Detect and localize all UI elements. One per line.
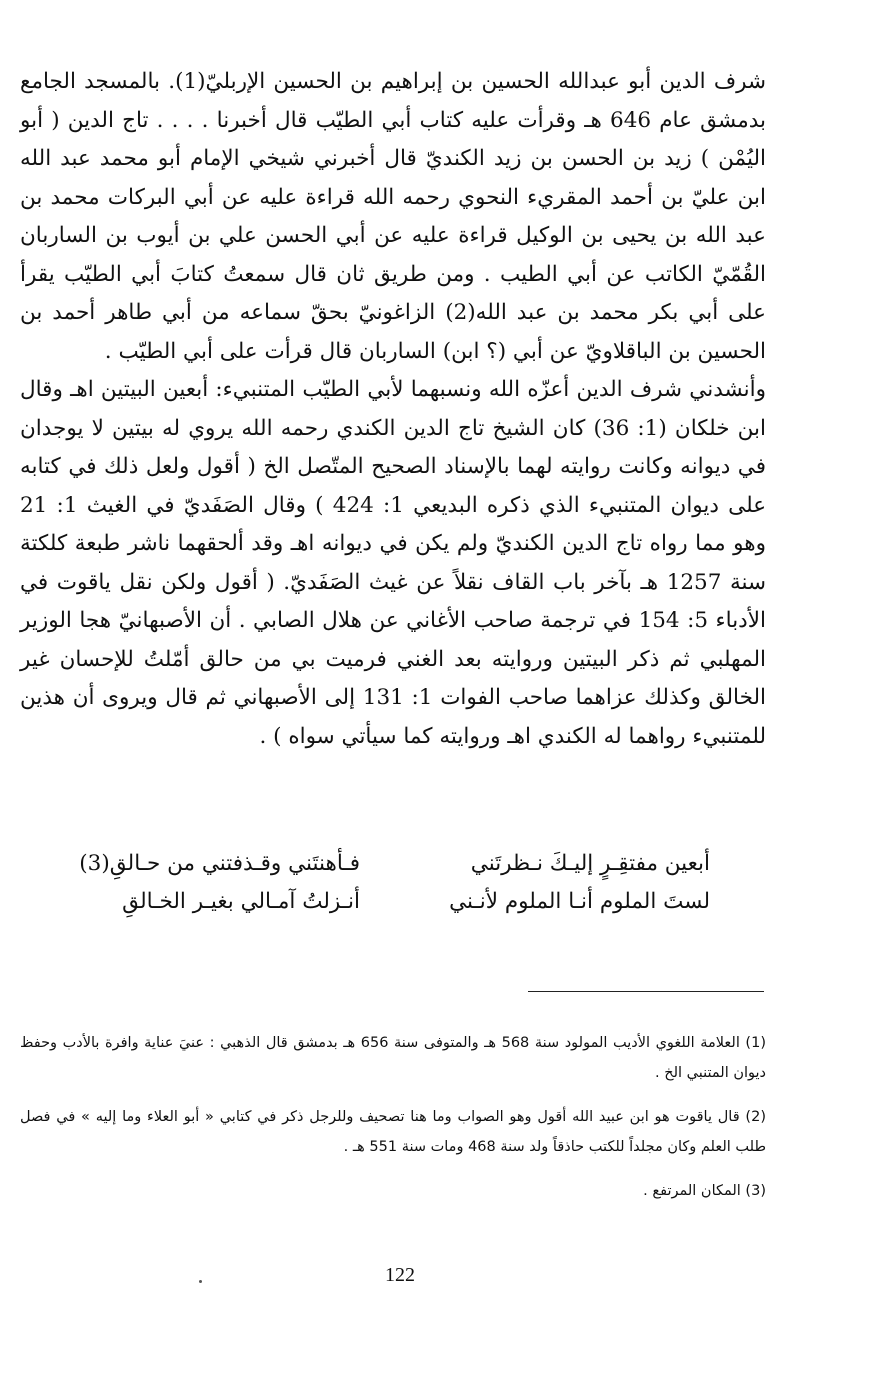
scan-speck [199,1280,202,1283]
footnote-3: (3) المكان المرتفع . [643,1183,766,1199]
verse-1-second-hemistich: فـأهنتَني وقـذفتني من حـالقِ(3) [79,851,360,876]
verse-1-first-hemistich: أبعين مفتقِـرٍ إليـكَ نـظرتَني [470,851,710,876]
poem-block [60,845,710,921]
footnote-2: (2) قال ياقوت هو ابن عبيد الله أقول وهو الصواب وما هنا تصحيف وللرجل ذكر في كتابي « أبو العلاء وما إليه » في فصل طلب العلم وكان مجلداً للكتب حاذقاً ولد سنة 468 ومات سنة 551 هـ . [20,1109,766,1155]
verse-2-first-hemistich: لستَ الملوم أنـا الملوم لأنـني [449,889,710,914]
footnotes [20,1028,766,1220]
footnote-1: (1) العلامة اللغوي الأديب المولود سنة 568 هـ والمتوفى سنة 656 هـ بدمشق قال الذهبي : عنيَ عناية وافرة بالأدب وحفظ ديوان المتنبي الخ . [20,1035,766,1081]
verse-2-second-hemistich: أنـزلتُ آمـالي بغيـر الخـالقِ [122,889,360,914]
verse-1 [60,845,710,883]
paragraph-isnad: شرف الدين أبو عبدالله الحسين بن إبراهيم بن الحسين الإربليّ(1). بالمسجد الجامع بدمشق عام 646 هـ وقرأت عليه كتاب أبي الطيّب قال أخبرنا . . . . تاج الدين ( أبو اليُمْن ) زيد بن الحسن بن زيد الكنديّ قال أخبرني شيخي الإمام أبو محمد عبد الله ابن عليّ بن أحمد المقريء النحوي رحمه الله قراءة عليه عن أبي البركات محمد بن عبد الله بن يحيى بن الوكيل قراءة عليه عن أبي الحسن علي بن أيوب بن الساربان القُمّيّ الكاتب عن أبي الطيب . ومن طريق ثان قال سمعتُ كتابَ أبي الطيّب يقرأ على أبي بكر محمد بن عبد الله(2) الزاغونيّ بحقّ سماعه من أبي طاهر أحمد بن الحسين بن الباقلاويّ عن أبي (؟ ابن) الساربان قال قرأت على أبي الطيّب . [20,69,767,364]
main-text [20,63,766,756]
page-number: 122 [385,1264,415,1286]
verse-2 [60,883,710,921]
paragraph-attribution: وأنشدني شرف الدين أعزّه الله ونسبهما لأبي الطيّب المتنبيء: أبعين البيتين اهـ وقال ابن خلكان (1: 36) كان الشيخ تاج الدين الكندي رحمه الله يروي له بيتين لا يوجدان في ديوانه وكانت روايته لهما بالإسناد الصحيح المتّصل الخ ( أقول ولعل ذلك في كتابه على ديوان المتنبيء الذي ذكره البديعي 1: 424 ) وقال الصَفَديّ في الغيث 1: 21 وهو مما رواه تاج الدين الكنديّ ولم يكن في ديوانه اهـ وقد ألحقهما ناشر طبعة كلكتة سنة 1257 هـ بآخر باب القاف نقلاً عن غيث الصَفَديّ. ( أقول ولكن نقل ياقوت في الأدباء 5: 154 في ترجمة صاحب الأغاني عن هلال الصابي . أن الأصبهانيّ هجا الوزير المهلبي ثم ذكر البيتين وروايته بعد الغني فرميت بي من حالق أمّلتُ للإحسان غير الخالق وكذلك عزاهما صاحب الفوات 1: 131 إلى الأصبهاني ثم قال ويروى أن هذين للمتنبيء رواهما له الكندي اهـ وروايته كما سيأتي سواه ) . [20,377,767,749]
footnote-separator [528,991,764,992]
